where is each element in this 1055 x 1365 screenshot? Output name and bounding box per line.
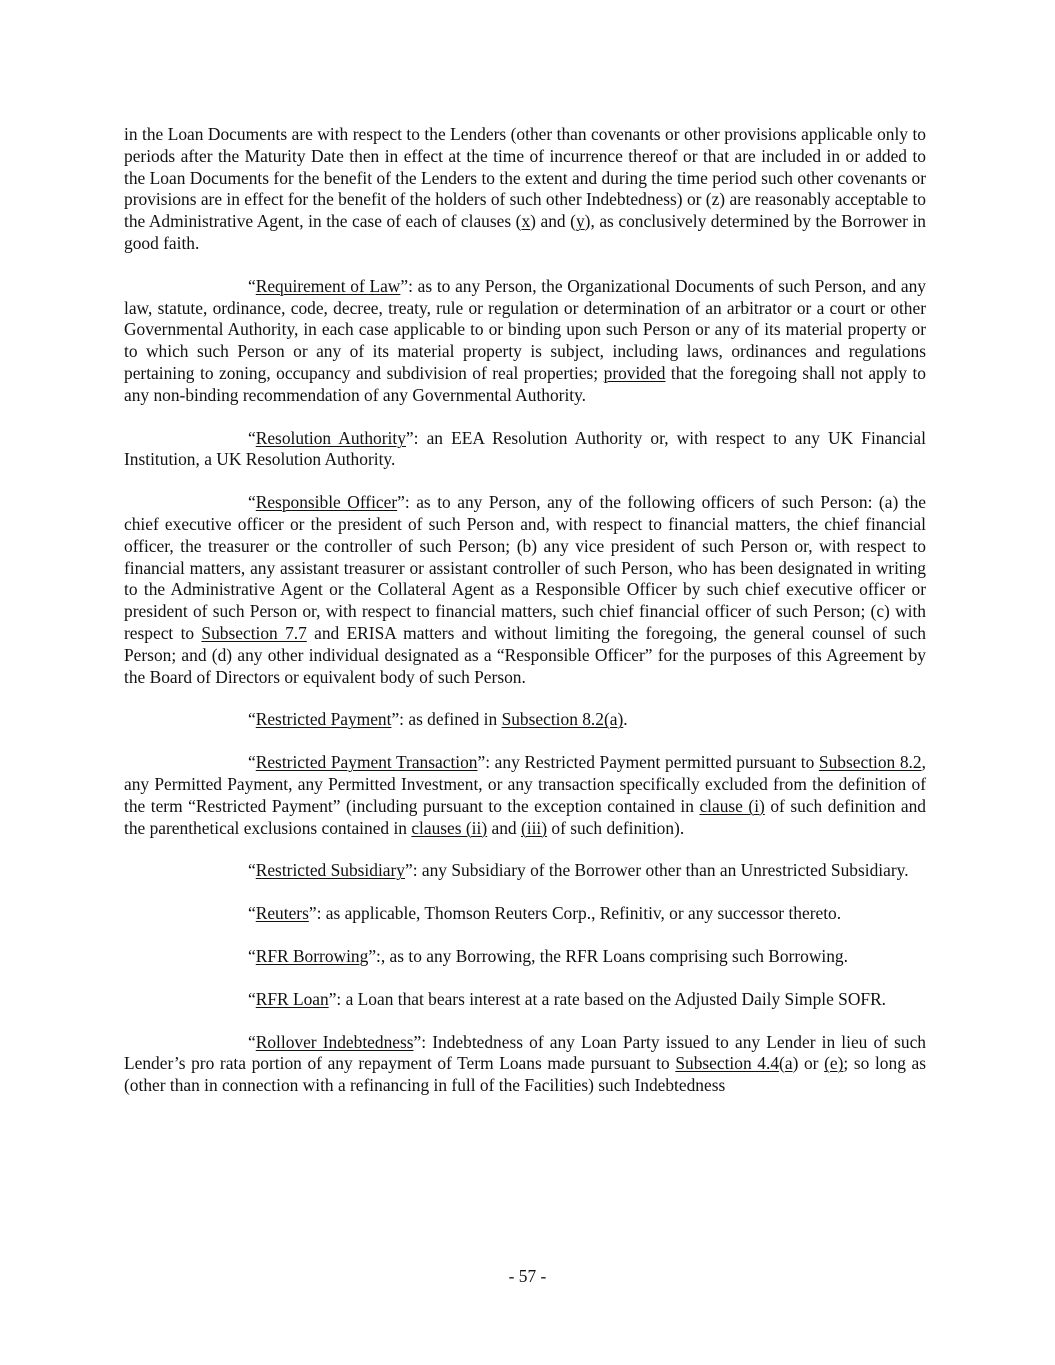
definition-restricted-payment: “Restricted Payment”: as defined in Subsection 8.2(a). [248, 709, 628, 730]
clause-reference: clauses (ii) [411, 817, 488, 838]
subsection-reference: Subsection 8.2 [818, 752, 922, 773]
clause-reference: a [784, 1053, 793, 1074]
definition-requirement-of-law: “Requirement of Law”: as to any Person, the Organizational Documents of such Person, and any law, statute, ordinance, code, decree, treaty, rule or regulation or determination of an arbitrator or a court or other Governmental Authority, in each case applicable to or binding upon such Person or any of its material property or to which such Person or any of its material property is subject, including laws, ordinances and regulations pertaining to zoning, occupancy and subdivision of real properties; provided that the foregoing shall not apply to any non-binding recommendation of any Governmental Authority. [124, 275, 927, 405]
text: ) and ( [530, 211, 576, 232]
definition-rollover-indebtedness: “Rollover Indebtedness”: Indebtedness of any Loan Party issued to any Lender in lieu of such Lender’s pro rata portion of any repayment of Term Loans made pursuant to Subsection 4.4(a) or (e); so long as (other than in connection with a refinancing in full of the Facilities) such Indebtedness [124, 1031, 927, 1096]
definition-responsible-officer: “Responsible Officer”: as to any Person, any of the following officers of such Person: (a) the chief executive officer or the president of such Person and, with respect to financial matters, the chief financial officer, the treasurer or the controller of such Person; (b) any vice president of such Person or, with respect to financial matters, any assistant treasurer or assistant controller of such Person, who has been designated in writing to the Administrative Agent or the Collateral Agent as a Responsible Officer by such chief executive officer or president of such Person or, with respect to financial matters, such chief financial officer of such Person; (c) with respect to Subsection 7.7 and ERISA matters and without limiting the foregoing, the general counsel of such Person; and (d) any other individual designated as a “Responsible Officer” for the purposes of this Agreement by the Board of Directors or equivalent body of such Person. [124, 492, 927, 687]
defined-term: Responsible Officer [255, 492, 398, 513]
clause-y-ref: y [575, 211, 585, 232]
definition-reuters: “Reuters”: as applicable, Thomson Reuters Corp., Refinitiv, or any successor thereto. [248, 903, 842, 924]
defined-term: Resolution Authority [255, 427, 406, 448]
definition-resolution-authority: “Resolution Authority”: an EEA Resolution Authority or, with respect to any UK Financial Institution, a UK Resolution Authority. [124, 427, 926, 470]
definition-restricted-subsidiary: “Restricted Subsidiary”: any Subsidiary of the Borrower other than an Unrestricted Subsidiary. [248, 860, 909, 881]
text: in the Loan Documents are with respect to the Lenders (other than covenants or other provisions applicable only to periods after the Maturity Date then in effect at the time of incurrence thereof or that are included in or added to the Loan Documents for the benefit of the Lenders to the extent and during the time period such other covenants or provisions are in effect for the benefit of the holders of such other Indebtedness) or (z) are reasonably acceptable to the Administrative Agent, in the case of each of clauses ( [124, 124, 926, 232]
defined-term: Reuters [255, 903, 309, 924]
subsection-reference: Subsection 4.4 [675, 1053, 780, 1074]
paragraph-continuation [124, 124, 926, 255]
document-page [124, 124, 926, 1118]
definition-rfr-borrowing: “RFR Borrowing”:, as to any Borrowing, the RFR Loans comprising such Borrowing. [248, 945, 848, 966]
subsection-reference: Subsection 8.2(a) [501, 709, 624, 730]
defined-term: RFR Loan [255, 988, 329, 1009]
text: ), as conclusively determined by the Borrower in good faith. [124, 211, 927, 253]
clause-reference: (e) [824, 1053, 844, 1074]
clause-reference: clause (i) [699, 795, 765, 816]
subsection-reference: Subsection 7.7 [201, 622, 307, 643]
defined-term: Restricted Payment [255, 709, 392, 730]
provided-term: provided [603, 362, 666, 383]
defined-term: Restricted Payment Transaction [255, 752, 478, 773]
clause-x-ref: x [521, 211, 531, 232]
clause-reference: (iii) [520, 817, 548, 838]
defined-term: Requirement of Law [255, 275, 401, 296]
definition-rfr-loan: “RFR Loan”: a Loan that bears interest at a rate based on the Adjusted Daily Simple SOFR. [248, 988, 887, 1009]
defined-term: Restricted Subsidiary [255, 860, 405, 881]
page-number: - 57 - [508, 1266, 547, 1286]
defined-term: Rollover Indebtedness [255, 1031, 414, 1052]
defined-term: RFR Borrowing [255, 945, 369, 966]
definition-restricted-payment-transaction: “Restricted Payment Transaction”: any Restricted Payment permitted pursuant to Subsection 8.2, any Permitted Payment, any Permitted Investment, or any transaction specifically excluded from the definition of the term “Restricted Payment” (including pursuant to the exception contained in clause (i) of such definition and the parenthetical exclusions contained in clauses (ii) and (iii) of such definition). [124, 752, 926, 838]
